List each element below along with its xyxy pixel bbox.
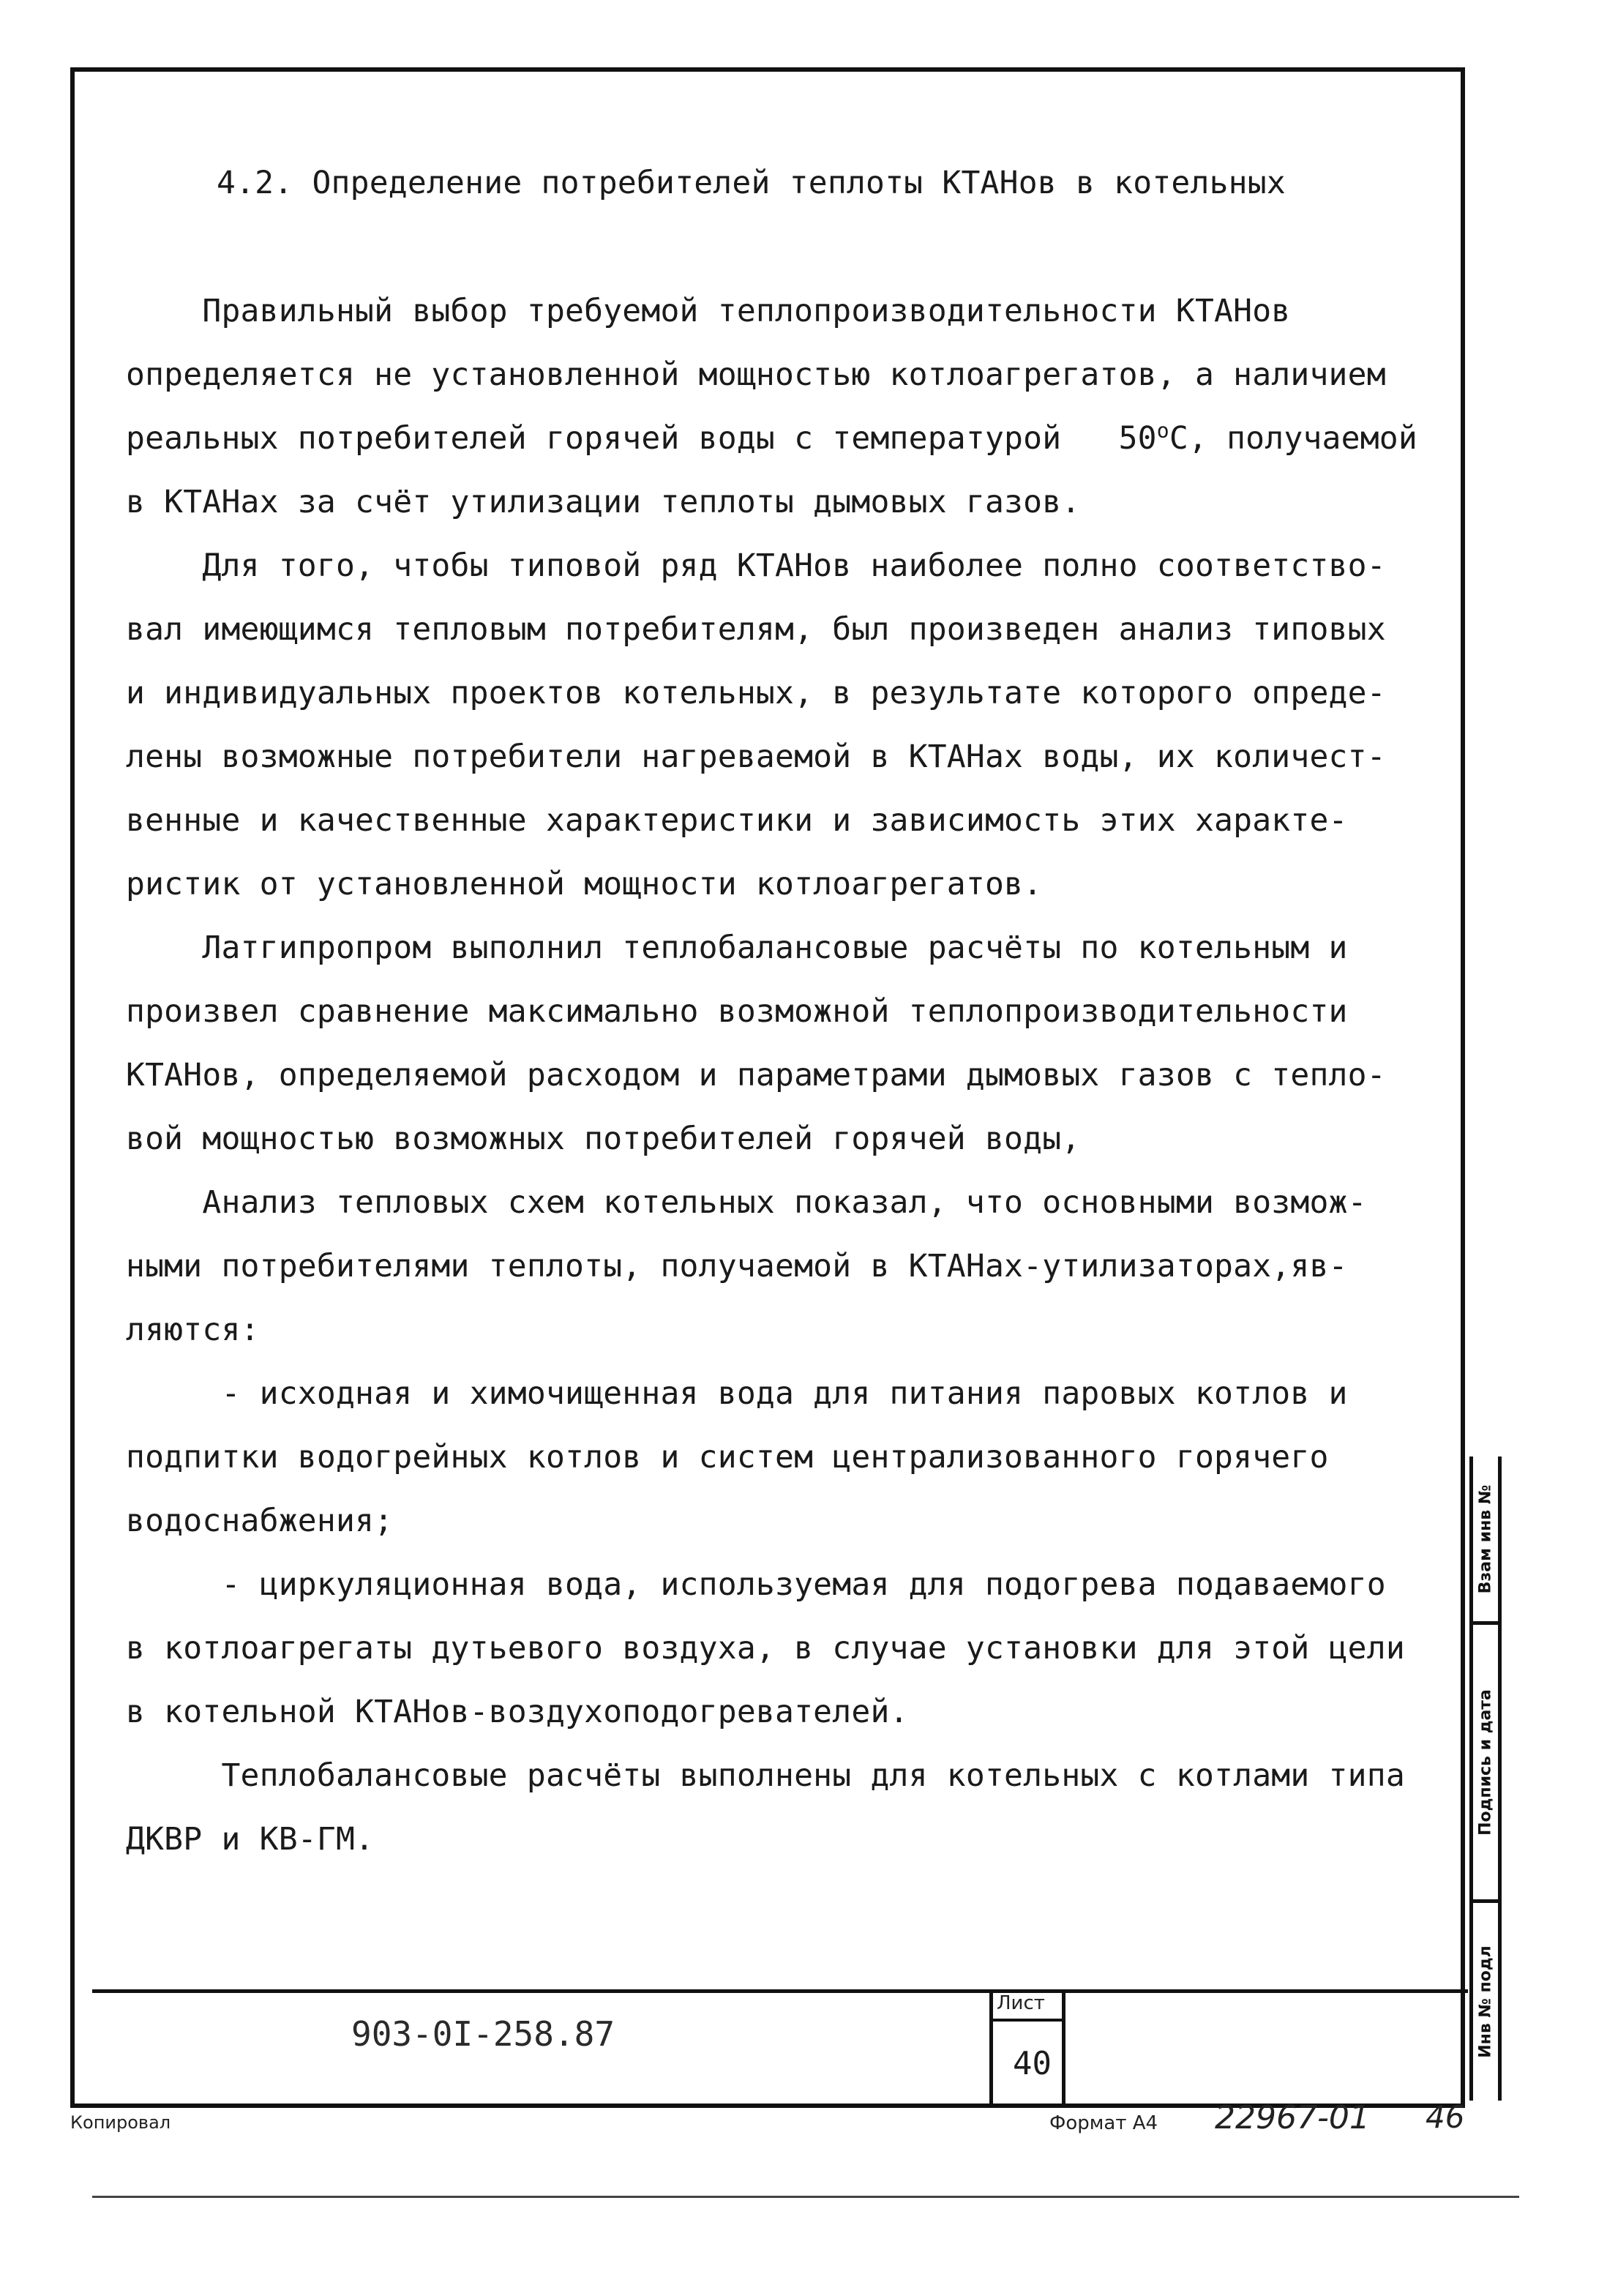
body-line: и индивидуальных проектов котельных, в результате которого опреде- <box>126 675 1386 711</box>
side-label-signature: Подпись и дата <box>1476 1689 1495 1836</box>
body-line: лены возможные потребители нагреваемой в КТАНах воды, их количест- <box>126 738 1386 775</box>
side-label-original: Инв № подл <box>1476 1945 1495 2058</box>
body-line: Правильный выбор требуемой теплопроизводительности КТАНов <box>126 293 1291 329</box>
body-line: вал имеющимся тепловым потребителям, был произведен анализ типовых <box>126 611 1386 648</box>
body-line: реальных потребителей горячей воды с температурой $50^оС$, получаемой <box>126 418 1417 457</box>
section-heading: 4.2. Определение потребителей теплоты КТАНов в котельных <box>217 165 1286 201</box>
format-label: Формат А4 <box>1049 2112 1158 2134</box>
body-line: венные и качественные характеристики и зависимость этих характе- <box>126 802 1348 839</box>
page-bottom-rule <box>92 2196 1519 2198</box>
temperature-suffix: С, получаемой <box>1169 420 1417 457</box>
body-line: в котельной КТАНов-воздухоподогревателей. <box>126 1694 909 1730</box>
side-stamp <box>1469 1456 1502 2101</box>
body-line: ляются: <box>126 1312 260 1348</box>
body-line: водоснабжения; <box>126 1503 394 1539</box>
body-line: ными потребителями теплоты, получаемой в КТАНах-утилизаторах,яв- <box>126 1248 1348 1285</box>
copied-by-label: Копировал <box>70 2112 171 2133</box>
body-line: ДКВР и КВ-ГМ. <box>126 1821 375 1858</box>
document-code: 903-0I-258.87 <box>351 2014 615 2054</box>
side-cell-original <box>1473 1903 1498 2101</box>
side-cell-replacement <box>1473 1456 1498 1625</box>
body-line: - циркуляционная вода, используемая для подогрева подаваемого <box>126 1566 1386 1603</box>
archive-sheet-number: 46 <box>1426 2099 1465 2135</box>
body-line: - исходная и химочищенная вода для питания паровых котлов и <box>126 1375 1348 1412</box>
title-block-top-line <box>92 1989 1468 1993</box>
body-line: определяется не установленной мощностью котлоагрегатов, а наличием <box>126 356 1386 393</box>
side-cell-signature <box>1473 1625 1498 1903</box>
body-line: Латгипропром выполнил теплобалансовые расчёты по котельным и <box>126 930 1348 966</box>
body-line: произвел сравнение максимально возможной теплопроизводительности <box>126 993 1348 1030</box>
body-line: Для того, чтобы типовой ряд КТАНов наиболее полно соответство- <box>126 547 1386 584</box>
body-line: КТАНов, определяемой расходом и параметрами дымовых газов с тепло- <box>126 1057 1386 1093</box>
degree-sign: о <box>1156 418 1169 443</box>
side-label-replacement: Взам инв № <box>1476 1484 1495 1593</box>
body-line: в котлоагрегаты дутьевого воздуха, в случае установки для этой цели <box>126 1630 1405 1667</box>
body-line: Анализ тепловых схем котельных показал, что основными возмож- <box>126 1184 1367 1221</box>
body-line: подпитки водогрейных котлов и систем централизованного горячего <box>126 1439 1329 1476</box>
body-line: Теплобалансовые расчёты выполнены для котельных с котлами типа <box>126 1757 1405 1794</box>
sheet-number: 40 <box>1013 2045 1052 2082</box>
body-line: ристик от установленной мощности котлоагрегатов. <box>126 866 1043 902</box>
sheet-label: Лист <box>997 1992 1045 2014</box>
body-line: в КТАНах за счёт утилизации теплоты дымовых газов. <box>126 484 1081 520</box>
archive-number: 22967-01 <box>1215 2099 1370 2136</box>
body-line: вой мощностью возможных потребителей горячей воды, <box>126 1121 1081 1157</box>
